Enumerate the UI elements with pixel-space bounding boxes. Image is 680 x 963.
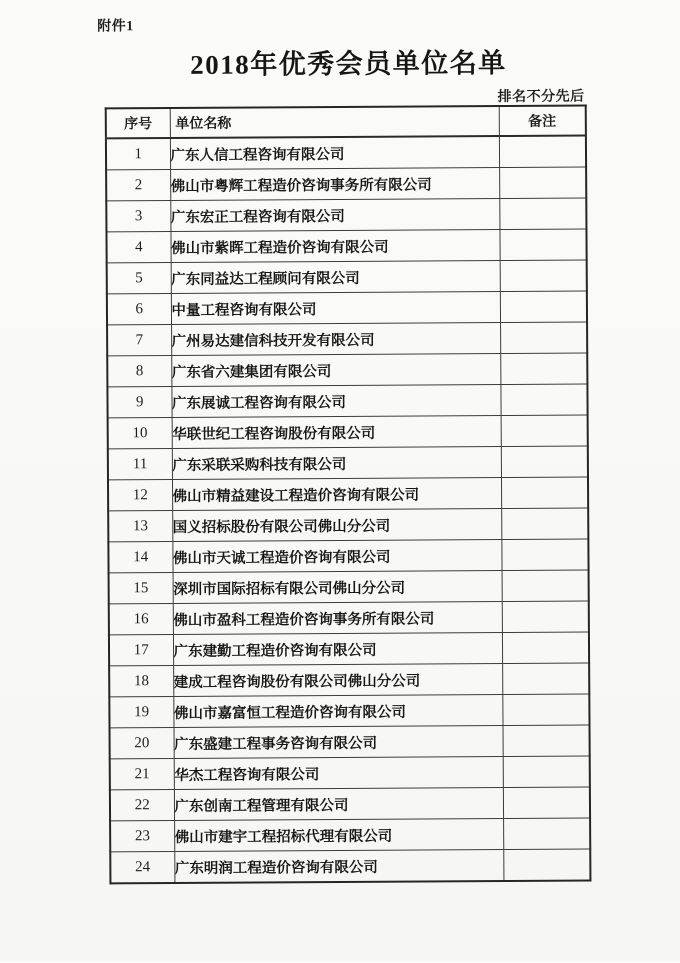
table-row [108,539,588,573]
row-remark-cell [501,415,588,447]
row-index-cell: 23 [110,821,174,852]
row-remark-cell [501,508,588,540]
row-remark-cell [502,663,589,695]
table-row [110,756,590,790]
table-row [108,446,588,480]
row-unit-name-cell: 佛山市嘉富恒工程造价咨询有限公司 [173,695,502,728]
row-index-cell: 18 [109,666,173,697]
table-row [106,167,586,201]
row-remark-cell [499,167,586,199]
row-remark-cell [500,260,587,292]
header-unit-name: 单位名称 [170,106,499,138]
row-unit-name-cell: 广东建勤工程造价咨询有限公司 [173,633,502,666]
row-unit-name-cell: 广东省六建集团有限公司 [171,354,500,387]
row-remark-cell [502,694,589,726]
row-index-cell: 3 [106,201,170,232]
row-index-cell: 16 [109,604,173,635]
row-unit-name-cell: 中量工程咨询有限公司 [171,292,500,325]
row-index-cell: 7 [107,325,171,356]
row-index-cell: 17 [109,635,173,666]
table-row [108,508,588,542]
table-row [110,787,590,821]
row-remark-cell [501,477,588,509]
table-body [106,135,591,883]
row-unit-name-cell: 广东采联采购科技有限公司 [172,447,501,480]
row-unit-name-cell: 华杰工程咨询有限公司 [174,757,503,790]
table-row [110,849,590,883]
row-unit-name-cell: 广东宏正工程咨询有限公司 [170,199,499,232]
row-unit-name-cell: 广州易达建信科技开发有限公司 [171,323,500,356]
row-unit-name-cell: 广东同益达工程顾问有限公司 [171,261,500,294]
table-row [107,291,587,325]
header-index: 序号 [106,108,170,138]
row-index-cell: 9 [107,387,171,418]
row-index-cell: 24 [110,852,174,884]
row-unit-name-cell: 佛山市紫晖工程造价咨询有限公司 [170,230,499,263]
row-remark-cell [502,601,589,633]
table-row [107,384,587,418]
table-row [106,135,586,169]
row-remark-cell [499,229,586,261]
row-unit-name-cell: 广东明润工程造价咨询有限公司 [174,850,503,884]
row-index-cell: 8 [107,356,171,387]
row-remark-cell [500,353,587,385]
row-remark-cell [503,849,590,881]
table-row [109,601,589,635]
table-row [108,477,588,511]
row-remark-cell [502,632,589,664]
row-remark-cell [503,756,590,788]
row-remark-cell [503,818,590,850]
row-remark-cell [499,198,586,230]
row-remark-cell [499,135,586,167]
row-unit-name-cell: 佛山市盈科工程造价咨询事务所有限公司 [173,602,502,635]
row-index-cell: 6 [107,294,171,325]
table-row [109,694,589,728]
table-row [109,663,589,697]
attachment-label: 附件1 [97,19,134,35]
row-index-cell: 11 [108,449,172,480]
row-index-cell: 13 [108,511,172,542]
table-row [106,198,586,232]
table-row [107,260,587,294]
row-unit-name-cell: 佛山市粤辉工程造价咨询事务所有限公司 [170,168,499,201]
row-unit-name-cell: 深圳市国际招标有限公司佛山分公司 [173,571,502,604]
row-unit-name-cell: 建成工程咨询股份有限公司佛山分公司 [173,664,502,697]
row-unit-name-cell: 佛山市天诚工程造价咨询有限公司 [172,540,501,573]
row-index-cell: 1 [106,138,170,170]
row-unit-name-cell: 佛山市建宇工程招标代理有限公司 [174,819,503,852]
member-units-table [105,104,592,884]
table-row [107,353,587,387]
row-remark-cell [502,570,589,602]
table-header-row [106,105,586,138]
ranking-note: 排名不分先后 [497,89,585,106]
row-remark-cell [502,725,589,757]
row-remark-cell [500,322,587,354]
table-row [109,632,589,666]
row-index-cell: 4 [106,232,170,263]
table-row [108,415,588,449]
row-index-cell: 14 [108,542,172,573]
row-index-cell: 2 [106,170,170,201]
row-unit-name-cell: 国义招标股份有限公司佛山分公司 [172,509,501,542]
row-remark-cell [501,446,588,478]
row-remark-cell [501,539,588,571]
row-index-cell: 19 [109,697,173,728]
row-unit-name-cell: 华联世纪工程咨询股份有限公司 [172,416,501,449]
row-remark-cell [500,384,587,416]
row-index-cell: 15 [109,573,173,604]
row-unit-name-cell: 广东人信工程咨询有限公司 [170,136,499,170]
row-remark-cell [503,787,590,819]
row-unit-name-cell: 广东展诚工程咨询有限公司 [171,385,500,418]
row-index-cell: 12 [108,480,172,511]
row-unit-name-cell: 广东创南工程管理有限公司 [174,788,503,821]
row-unit-name-cell: 广东盛建工程事务咨询有限公司 [174,726,503,759]
row-remark-cell [500,291,587,323]
row-index-cell: 22 [110,790,174,821]
header-remark: 备注 [499,105,586,136]
row-index-cell: 10 [108,418,172,449]
row-index-cell: 20 [110,728,174,759]
row-unit-name-cell: 佛山市精益建设工程造价咨询有限公司 [172,478,501,511]
row-index-cell: 21 [110,759,174,790]
table-row [106,229,586,263]
table-row [107,322,587,356]
table-row [109,570,589,604]
row-index-cell: 5 [107,263,171,294]
page-title: 2018年优秀会员单位名单 [190,47,507,80]
table-row [110,725,590,759]
table-row [110,818,590,852]
